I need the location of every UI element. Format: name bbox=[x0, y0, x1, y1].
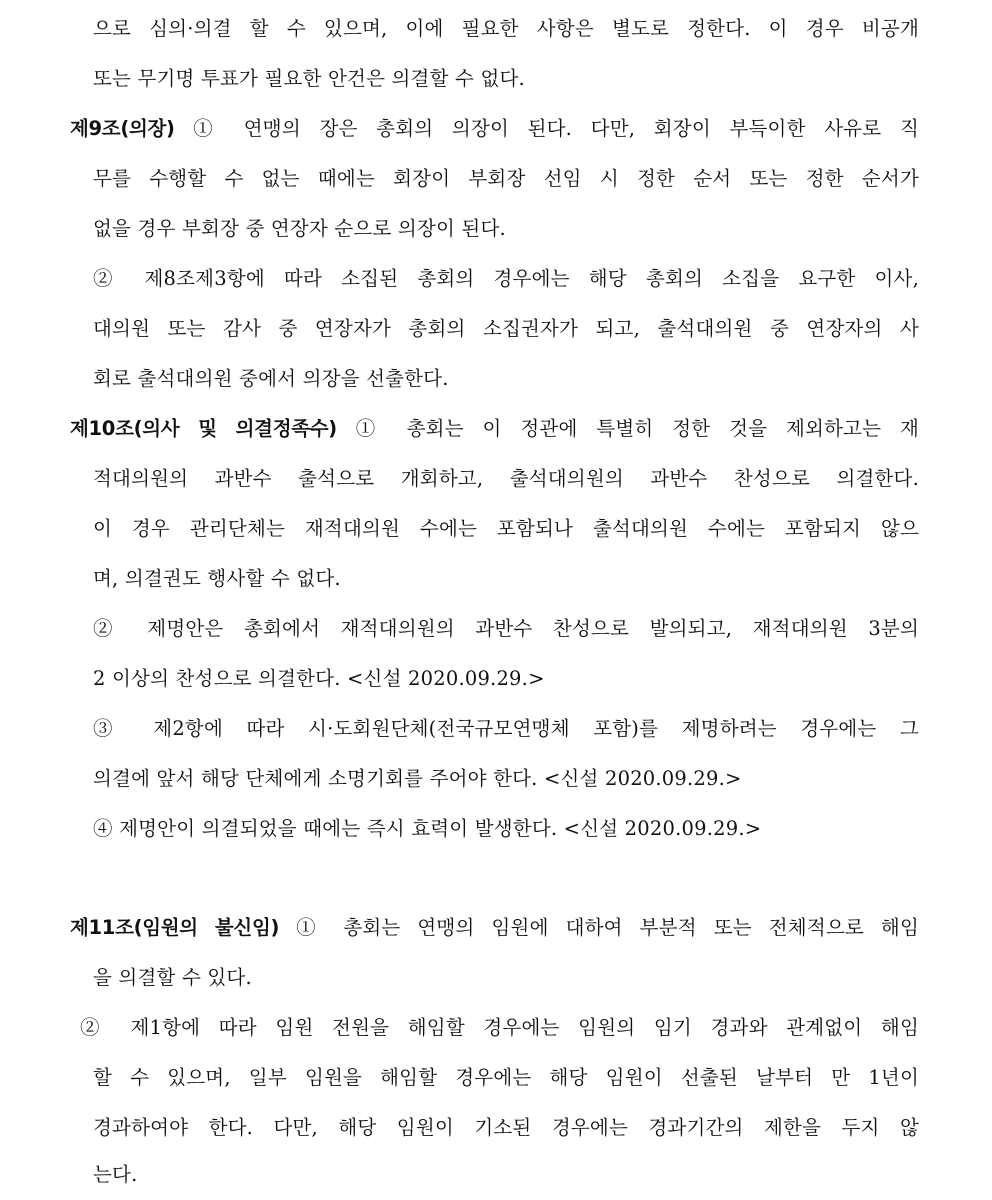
text-line: 경과하여야 한다. 다만, 해당 임원이 기소된 경우에는 경과기간의 제한을 두지 않 bbox=[93, 1116, 919, 1139]
text-line: 회로 출석대의원 중에서 의장을 선출한다. bbox=[93, 367, 449, 390]
article-heading: 제9조(의장) bbox=[70, 117, 175, 140]
text-line: 2 이상의 찬성으로 의결한다. <신설 2020.09.29.> bbox=[93, 667, 545, 690]
text-line: ④ 제명안이 의결되었을 때에는 즉시 효력이 발생한다. <신설 2020.09.29.> bbox=[93, 817, 762, 840]
article-heading: 제11조(임원의 불신임) bbox=[70, 916, 280, 939]
text-line: 적대의원의 과반수 출석으로 개회하고, 출석대의원의 과반수 찬성으로 의결한다. bbox=[93, 467, 919, 490]
text-line: 무를 수행할 수 없는 때에는 회장이 부회장 선임 시 정한 순서 또는 정한 순서가 bbox=[93, 167, 919, 190]
text-line: 이 경우 관리단체는 재적대의원 수에는 포함되나 출석대의원 수에는 포함되지 않으 bbox=[93, 517, 919, 540]
text-line: ③ 제2항에 따라 시·도회원단체(전국규모연맹체 포함)를 제명하려는 경우에는 그 bbox=[93, 717, 919, 740]
text-line: 의결에 앞서 해당 단체에게 소명기회를 주어야 한다. <신설 2020.09.29.> bbox=[93, 767, 742, 790]
text-line: 할 수 있으며, 일부 임원을 해임할 경우에는 해당 임원이 선출된 날부터 만 1년이 bbox=[93, 1066, 919, 1089]
article-text: ① 총회는 이 정관에 특별히 정한 것을 제외하고는 재 bbox=[355, 417, 919, 440]
text-line: ② 제명안은 총회에서 재적대의원의 과반수 찬성으로 발의되고, 재적대의원 3분의 bbox=[93, 617, 919, 640]
text-line: 으로 심의·의결 할 수 있으며, 이에 필요한 사항은 별도로 정한다. 이 경우 비공개 bbox=[93, 17, 919, 40]
article-text: ① 연맹의 장은 총회의 의장이 된다. 다만, 회장이 부득이한 사유로 직 bbox=[193, 117, 919, 140]
text-line: 대의원 또는 감사 중 연장자가 총회의 소집권자가 되고, 출석대의원 중 연장자의 사 bbox=[93, 317, 919, 340]
text-line: 는다. bbox=[93, 1163, 138, 1186]
text-line: ② 제8조제3항에 따라 소집된 총회의 경우에는 해당 총회의 소집을 요구한 이사, bbox=[93, 267, 919, 290]
text-line: ② 제1항에 따라 임원 전원을 해임할 경우에는 임원의 임기 경과와 관계없이 해임 bbox=[80, 1016, 919, 1039]
text-line: 또는 무기명 투표가 필요한 안건은 의결할 수 없다. bbox=[93, 67, 525, 90]
article-text: ① 총회는 연맹의 임원에 대하여 부분적 또는 전체적으로 해임 bbox=[296, 916, 919, 939]
article-heading: 제10조(의사 및 의결정족수) bbox=[70, 417, 337, 440]
article-first-line bbox=[70, 112, 919, 146]
article-first-line bbox=[70, 412, 919, 446]
text-line: 없을 경우 부회장 중 연장자 순으로 의장이 된다. bbox=[93, 217, 506, 240]
text-line: 며, 의결권도 행사할 수 없다. bbox=[93, 567, 341, 590]
article-first-line bbox=[70, 911, 919, 945]
text-line: 을 의결할 수 있다. bbox=[93, 966, 252, 989]
